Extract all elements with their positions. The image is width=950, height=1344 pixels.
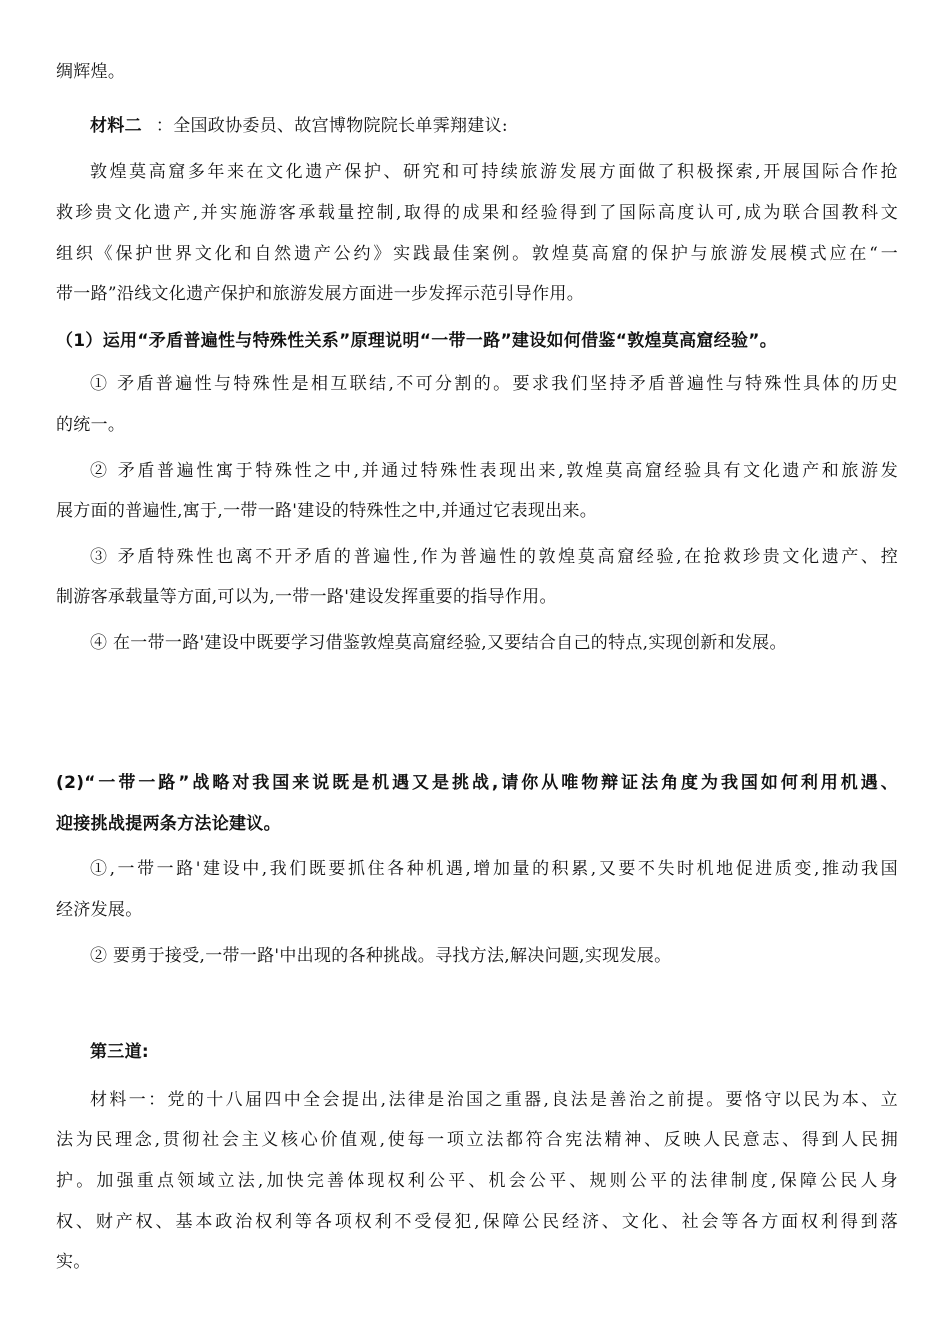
paragraph-line: 实。 — [56, 1252, 91, 1272]
answer-line: ② 要勇于接受,一带一路'中出现的各种挑战。寻找方法,解决问题,实现发展。 — [90, 946, 672, 966]
answer-line: 经济发展。 — [56, 900, 143, 920]
paragraph-line: 救珍贵文化遗产,并实施游客承载量控制,取得的成果和经验得到了国际高度认可,成为联合国教科文 — [56, 203, 898, 223]
answer-line: ① 矛盾普遍性与特殊性是相互联结,不可分割的。要求我们坚持矛盾普遍性与特殊性具体的历史 — [90, 374, 898, 394]
answer-line: 展方面的普遍性,寓于,一带一路'建设的特殊性之中,并通过它表现出来。 — [56, 501, 598, 521]
paragraph-line: 敦煌莫高窟多年来在文化遗产保护、研究和可持续旅游发展方面做了积极探索,开展国际合作抢 — [90, 162, 898, 182]
material-two-heading — [56, 114, 898, 138]
paragraph-line: 法为民理念,贯彻社会主义核心价值观,使每一项立法都符合宪法精神、反映人民意志、得到人民拥 — [56, 1130, 898, 1150]
answer-line: ①,一带一路'建设中,我们既要抓住各种机遇,增加量的积累,又要不失时机地促进质变,推动我国 — [90, 859, 898, 879]
answer-line: ③ 矛盾特殊性也离不开矛盾的普遍性,作为普遍性的敦煌莫高窟经验,在抢救珍贵文化遗产、控 — [90, 547, 898, 567]
answer-line: 的统一。 — [56, 415, 126, 435]
material-label: 材料二 — [90, 116, 142, 136]
question-2: (2)“一带一路”战略对我国来说既是机遇又是挑战,请你从唯物辩证法角度为我国如何利用机遇、 — [56, 773, 898, 793]
question-2-cont: 迎接挑战提两条方法论建议。 — [56, 814, 281, 834]
answer-line: ④ 在一带一路'建设中既要学习借鉴敦煌莫高窟经验,又要结合自己的特点,实现创新和发展。 — [90, 633, 787, 653]
text-line: 绸辉煌。 — [56, 62, 126, 82]
document-page — [56, 0, 898, 1344]
paragraph-line: 护。加强重点领域立法,加快完善体现权利公平、机会公平、规则公平的法律制度,保障公民人身 — [56, 1171, 898, 1191]
paragraph-line: 材料一：党的十八届四中全会提出,法律是治国之重器,良法是善治之前提。要恪守以民为本、立 — [90, 1090, 898, 1110]
paragraph-line: 组织《保护世界文化和自然遗产公约》实践最佳案例。敦煌莫高窟的保护与旅游发展模式应在“一 — [56, 244, 898, 264]
question-1: （1）运用“矛盾普遍性与特殊性关系”原理说明“一带一路”建设如何借鉴“敦煌莫高窟经验”。 — [56, 331, 778, 351]
material-intro: ：全国政协委员、故宫博物院院长单霁翔建议: — [155, 116, 508, 136]
paragraph-line: 带一路”沿线文化遗产保护和旅游发展方面进一步发挥示范引导作用。 — [56, 284, 584, 304]
paragraph-line: 权、财产权、基本政治权利等各项权利不受侵犯,保障公民经济、文化、社会等各方面权利得到落 — [56, 1212, 898, 1232]
answer-line: ② 矛盾普遍性寓于特殊性之中,并通过特殊性表现出来,敦煌莫高窟经验具有文化遗产和旅游发 — [90, 461, 898, 481]
answer-line: 制游客承载量等方面,可以为,一带一路'建设发挥重要的指导作用。 — [56, 587, 557, 607]
section-heading: 第三道: — [90, 1042, 149, 1062]
